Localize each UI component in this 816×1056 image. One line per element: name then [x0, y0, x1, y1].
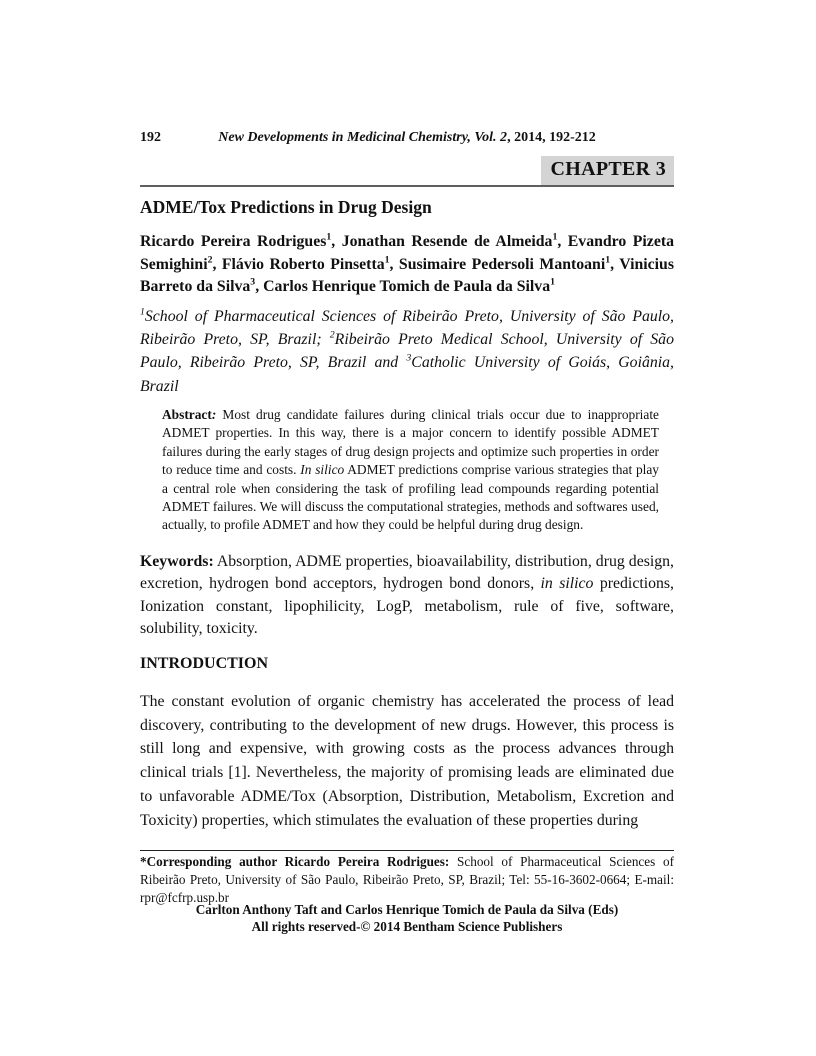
abstract-paragraph: Abstract: Most drug candidate failures during clinical trials occur due to inappropriate ADMET properties. In this way, there is a major concern to identify possible ADMET failures during the early stages of drug design projects and optimize such properties in order to reduce time and costs. In silico ADMET predictions comprise various strategies that play a central role when considering the task of profiling lead compounds regarding potential ADMET failures. We will discuss the computational strategies, methods and softwares used, actually, to profile ADMET and how they could be helpful during drug design. — [162, 407, 660, 533]
page-number: 192 — [140, 130, 161, 145]
publisher-block — [140, 901, 674, 935]
header-rule — [140, 185, 674, 187]
section-heading-introduction: INTRODUCTION — [140, 655, 269, 672]
chapter-title: ADME/Tox Predictions in Drug Design — [140, 197, 432, 217]
chapter-badge: CHAPTER 3 — [541, 156, 674, 185]
introduction-paragraph: The constant evolution of organic chemistry has accelerated the process of lead discovery, contributing to the development of new drugs. However, this process is still long and expensive, with growing costs as the process advances through clinical trials [1]. Nevertheless, the majority of promising leads are eliminated due to unfavorable ADME/Tox (Absorption, Distribution, Metabolism, Excretion and Toxicity) properties, which stimulates the evaluation of these properties during — [140, 693, 674, 829]
running-title: New Developments in Medicinal Chemistry, Vol. 2, 2014, 192-212 — [218, 130, 596, 145]
editors-line: Carlton Anthony Taft and Carlos Henrique Tomich de Paula da Silva (Eds) — [195, 902, 619, 917]
corresponding-author-note: *Corresponding author Ricardo Pereira Rodrigues: School of Pharmaceutical Sciences of Ribeirão Preto, University of São Paulo, Ribeirão Preto, SP, Brazil; Tel: 55-16-3602-0664; E-mail: rpr@fcfrp.usp.br — [140, 854, 674, 906]
rights-line: All rights reserved-© 2014 Bentham Science Publishers — [251, 919, 563, 935]
footnote-rule — [140, 850, 674, 851]
running-header — [140, 130, 674, 146]
affiliations: $^1$School of Pharmaceutical Sciences of Ribeirão Preto, University of São Paulo, Ribeirão Preto, SP, Brazil; $^2$Ribeirão Preto Medical School, University of São Paulo, Ribeirão Preto, SP, Brazil and $^3$Catholic University of Goiás, Goiânia, Brazil — [140, 306, 674, 395]
keywords-paragraph: Keywords: Absorption, ADME properties, bioavailability, distribution, drug design, excretion, hydrogen bond acceptors, hydrogen bond donors, in silico predictions, Ionization constant, lipophilicity, LogP, metabolism, rule of five, software, solubility, toxicity. — [140, 553, 675, 638]
page-content — [140, 0, 674, 1056]
authors-line: Ricardo Pereira Rodrigues$^1$, Jonathan Resende de Almeida$^1$, Evandro Pizeta Semighini$^2$, Flávio Roberto Pinsetta$^1$, Susimaire Pedersoli Mantoani$^1$, Vinicius Barreto da Silva$^3$, Carlos Henrique Tomich de Paula da Silva$^1$ — [140, 231, 674, 296]
